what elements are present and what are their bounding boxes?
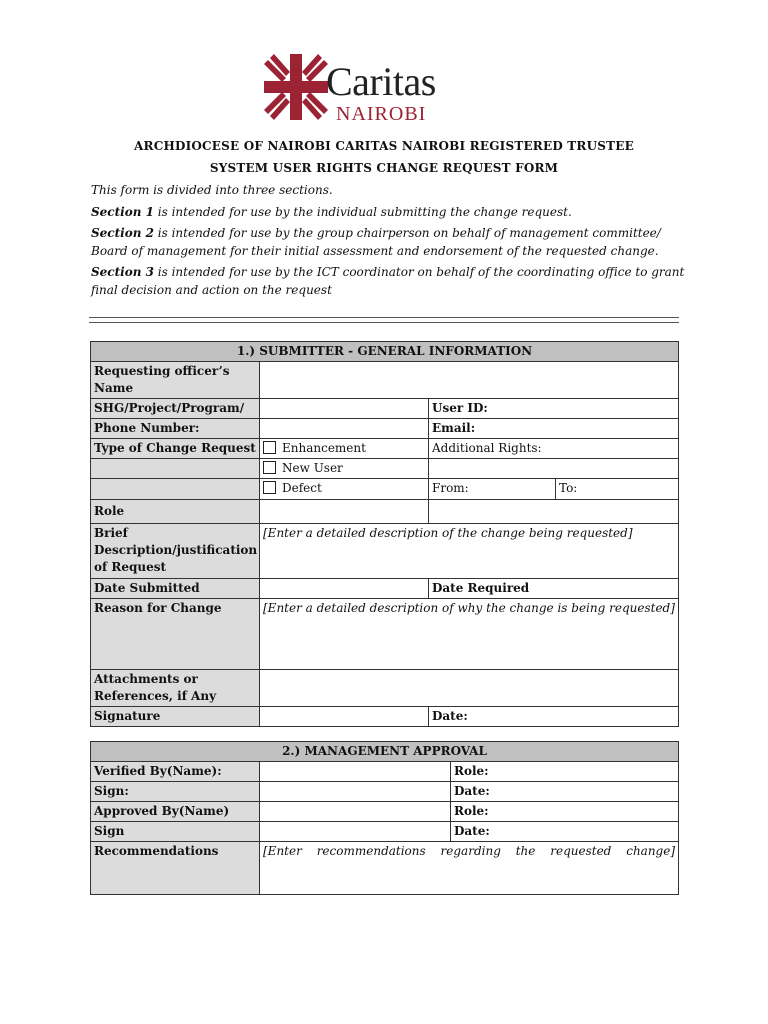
section3-text: is intended for use by the ICT coordinator on behalf of the coordinating office to grant final decision and action on the request	[91, 265, 685, 297]
logo-city: NAIROBI	[336, 103, 427, 125]
requesting-officer-field[interactable]	[260, 362, 679, 399]
phone-field[interactable]	[260, 419, 429, 439]
user-id-label[interactable]: User ID:	[429, 399, 679, 419]
approver-sign-label: Sign	[91, 822, 260, 842]
role-field[interactable]	[260, 500, 429, 524]
intro-section3	[91, 263, 687, 299]
new-user-checkbox[interactable]	[263, 461, 276, 474]
verified-by-field[interactable]	[260, 762, 451, 782]
enhancement-checkbox[interactable]	[263, 441, 276, 454]
approved-by-field[interactable]	[260, 802, 451, 822]
phone-label: Phone Number:	[91, 419, 260, 439]
form-title: SYSTEM USER RIGHTS CHANGE REQUEST FORM	[209, 161, 559, 175]
reason-label: Reason for Change	[91, 599, 260, 670]
intro-line: This form is divided into three sections.	[91, 183, 333, 197]
new-user-label: New User	[282, 461, 343, 475]
section2-text: is intended for use by the group chairperson on behalf of management committee/ Board of management for their initial assessment and endorsement of the requested change.	[91, 226, 661, 258]
brief-description-label: Brief Description/justification of Request	[91, 524, 260, 579]
defect-label: Defect	[282, 481, 322, 495]
section2-title: 2.) MANAGEMENT APPROVAL	[91, 742, 679, 762]
option-defect[interactable]	[260, 479, 429, 500]
verified-by-label: Verified By(Name):	[91, 762, 260, 782]
additional-rights-field[interactable]	[429, 459, 679, 479]
attachments-field[interactable]	[260, 670, 679, 707]
role-field-extra[interactable]	[429, 500, 679, 524]
project-field[interactable]	[260, 399, 429, 419]
recommendations-label: Recommendations	[91, 842, 260, 895]
approver-date-label[interactable]: Date:	[451, 822, 679, 842]
submitter-table	[90, 341, 679, 727]
project-label: SHG/Project/Program/	[91, 399, 260, 419]
brief-description-field[interactable]: [Enter a detailed description of the change being requested]	[260, 524, 679, 579]
verifier-sign-label: Sign:	[91, 782, 260, 802]
verifier-date-label[interactable]: Date:	[451, 782, 679, 802]
section1-label: Section 1	[91, 205, 154, 219]
section1-title: 1.) SUBMITTER - GENERAL INFORMATION	[91, 342, 679, 362]
enhancement-label: Enhancement	[282, 441, 366, 455]
approver-sign-field[interactable]	[260, 822, 451, 842]
section2-label: Section 2	[91, 226, 154, 240]
email-label[interactable]: Email:	[429, 419, 679, 439]
approved-by-label: Approved By(Name)	[91, 802, 260, 822]
requesting-officer-label: Requesting officer’s Name	[91, 362, 260, 399]
role-label: Role	[91, 500, 260, 524]
logo-word: Caritas	[326, 59, 436, 104]
attachments-label: Attachments or References, if Any	[91, 670, 260, 707]
option-new-user[interactable]	[260, 459, 429, 479]
date-required-label[interactable]: Date Required	[429, 579, 679, 599]
change-type-label: Type of Change Request	[91, 439, 260, 459]
date-submitted-field[interactable]	[260, 579, 429, 599]
verifier-sign-field[interactable]	[260, 782, 451, 802]
intro-section1	[91, 203, 687, 221]
additional-rights-label[interactable]: Additional Rights:	[429, 439, 679, 459]
defect-checkbox[interactable]	[263, 481, 276, 494]
change-type-spacer	[91, 459, 260, 479]
date-submitted-label: Date Submitted	[91, 579, 260, 599]
verifier-role-label[interactable]: Role:	[451, 762, 679, 782]
from-label[interactable]: From:	[429, 479, 556, 500]
section3-label: Section 3	[91, 265, 154, 279]
signature-date-label[interactable]: Date:	[429, 707, 679, 727]
divider	[89, 317, 679, 323]
approver-role-label[interactable]: Role:	[451, 802, 679, 822]
option-enhancement[interactable]	[260, 439, 429, 459]
caritas-cross-icon	[264, 54, 328, 120]
change-type-spacer	[91, 479, 260, 500]
section1-text: is intended for use by the individual submitting the change request.	[153, 205, 572, 219]
reason-field[interactable]: [Enter a detailed description of why the change is being requested]	[260, 599, 679, 670]
org-heading: ARCHDIOCESE OF NAIROBI CARITAS NAIROBI REGISTERED TRUSTEE	[134, 139, 634, 153]
recommendations-field[interactable]: [Enter recommendations regarding the requested change]	[260, 842, 679, 895]
approval-table	[90, 741, 679, 895]
signature-field[interactable]	[260, 707, 429, 727]
caritas-logo	[264, 52, 454, 132]
intro-section2	[91, 224, 687, 260]
signature-label: Signature	[91, 707, 260, 727]
to-label[interactable]: To:	[556, 479, 679, 500]
